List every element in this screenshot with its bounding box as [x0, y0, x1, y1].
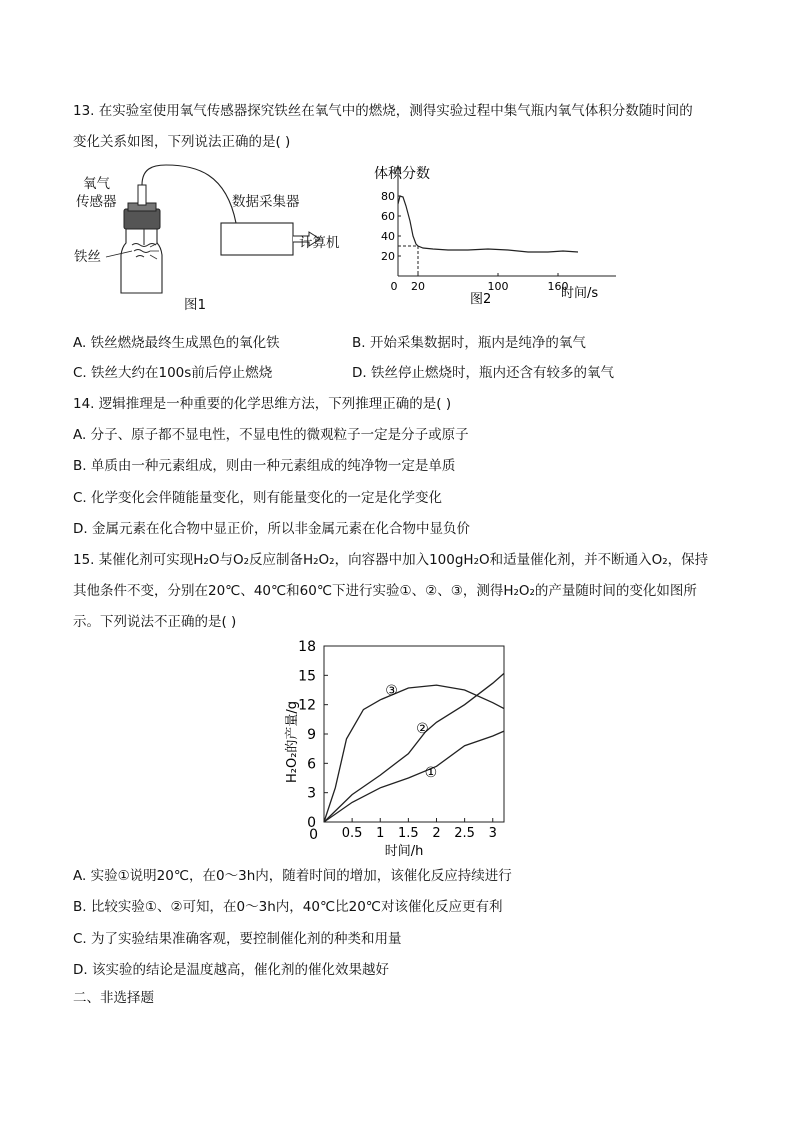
- q15-option-a[interactable]: A. 实验①说明20℃，在0～3h内，随着时间的增加，该催化反应持续进行: [73, 868, 512, 884]
- y-tick-label: 12: [298, 697, 316, 714]
- y-tick-label: 80: [381, 190, 395, 203]
- x-tick-label: 2: [432, 826, 441, 841]
- q13-figure2-chart: [366, 160, 616, 310]
- x-tick-label: 100: [487, 280, 509, 293]
- q14-stem: 14. 逻辑推理是一种重要的化学思维方法，下列推理正确的是( ): [73, 396, 452, 412]
- data-collector-label: 数据采集器: [232, 194, 300, 210]
- x-tick-label: 2.5: [454, 826, 475, 841]
- sensor-tube: [138, 185, 146, 205]
- q15-option-d[interactable]: D. 该实验的结论是温度越高，催化剂的催化效果越好: [73, 962, 389, 978]
- x-tick-label: 1: [376, 826, 385, 841]
- y-tick-label: 3: [307, 785, 316, 802]
- x-axis-label: 时间/h: [384, 844, 424, 859]
- series-label-2: ②: [416, 721, 429, 738]
- q15-stem-line2: 其他条件不变，分别在20℃、40℃和60℃下进行实验①、②、③，测得H₂O₂的产量随时间的变化如图所: [73, 583, 697, 599]
- bottle-stopper: [124, 209, 160, 229]
- y-tick-label: 40: [381, 230, 395, 243]
- figure1-caption: 图1: [184, 297, 207, 313]
- series-label-1: ①: [424, 765, 438, 782]
- q14-option-d[interactable]: D. 金属元素在化合物中显正价，所以非金属元素在化合物中显负价: [73, 521, 470, 537]
- y-tick-label: 9: [307, 727, 316, 743]
- x-tick-label: 0.5: [341, 826, 363, 841]
- data-collector-box: [221, 223, 293, 255]
- q15-option-c[interactable]: C. 为了实验结果准确客观，要控制催化剂的种类和用量: [73, 931, 402, 947]
- series-line-3: [324, 682, 504, 822]
- gas-bottle: [121, 229, 162, 293]
- q14-option-a[interactable]: A. 分子、原子都不显电性，不显电性的微观粒子一定是分子或原子: [73, 427, 469, 443]
- q15-option-b[interactable]: B. 比较实验①、②可知，在0～3h内，40℃比20℃对该催化反应更有利: [73, 899, 503, 915]
- x-tick-label: 0: [390, 280, 398, 293]
- computer-label: 计算机: [299, 235, 340, 251]
- iron-wire-label: 铁丝: [74, 249, 101, 265]
- y-axis-label: H₂O₂的产量/g: [285, 700, 300, 784]
- q15-stem-line3: 示。下列说法不正确的是( ): [73, 614, 237, 630]
- x-axis-label: 时间/s: [561, 286, 599, 301]
- oxygen-fraction-line: [398, 196, 578, 252]
- y-tick-label: 15: [298, 668, 316, 685]
- y-tick-label: 20: [381, 250, 395, 263]
- q15-stem-line1: 15. 某催化剂可实现H₂O与O₂反应制备H₂O₂，向容器中加入100gH₂O和适量催化剂，并不断通入O₂，保持: [73, 552, 709, 568]
- q13-stem-line1: 13. 在实验室使用氧气传感器探究铁丝在氧气中的燃烧，测得实验过程中集气瓶内氧气体积分数随时间的: [73, 103, 693, 119]
- q13-option-a[interactable]: A. 铁丝燃烧最终生成黑色的氧化铁: [73, 335, 280, 351]
- x-tick-label: 160: [547, 280, 569, 293]
- sensor-label-2: 传感器: [76, 194, 117, 210]
- q14-option-b[interactable]: B. 单质由一种元素组成，则由一种元素组成的纯净物一定是单质: [73, 458, 456, 474]
- x-tick-label: 20: [411, 280, 425, 293]
- y-axis-label: 体积分数: [374, 166, 430, 182]
- q13-option-b[interactable]: B. 开始采集数据时，瓶内是纯净的氧气: [352, 335, 586, 351]
- sensor-label-1: 氧气: [83, 176, 110, 192]
- y-tick-label: 6: [307, 756, 316, 773]
- section-heading: 二、非选择题: [73, 990, 154, 1006]
- q15-yield-chart: [280, 634, 520, 860]
- figure2-caption: 图2: [470, 292, 492, 307]
- origin-label: 0: [309, 827, 318, 843]
- y-tick-label: 60: [381, 210, 395, 223]
- series-line-1: [324, 731, 504, 822]
- x-tick-label: 3: [488, 826, 497, 841]
- series-label-3: ③: [385, 682, 398, 699]
- x-tick-label: 1.5: [398, 826, 419, 841]
- q13-stem-line2: 变化关系如图，下列说法正确的是( ): [73, 134, 291, 150]
- q13-option-c[interactable]: C. 铁丝大约在100s前后停止燃烧: [73, 365, 273, 381]
- q14-option-c[interactable]: C. 化学变化会伴随能量变化，则有能量变化的一定是化学变化: [73, 490, 443, 506]
- y-tick-label: 0: [307, 815, 316, 831]
- q13-option-d[interactable]: D. 铁丝停止燃烧时，瓶内还含有较多的氧气: [352, 365, 614, 381]
- y-tick-label: 18: [298, 639, 316, 655]
